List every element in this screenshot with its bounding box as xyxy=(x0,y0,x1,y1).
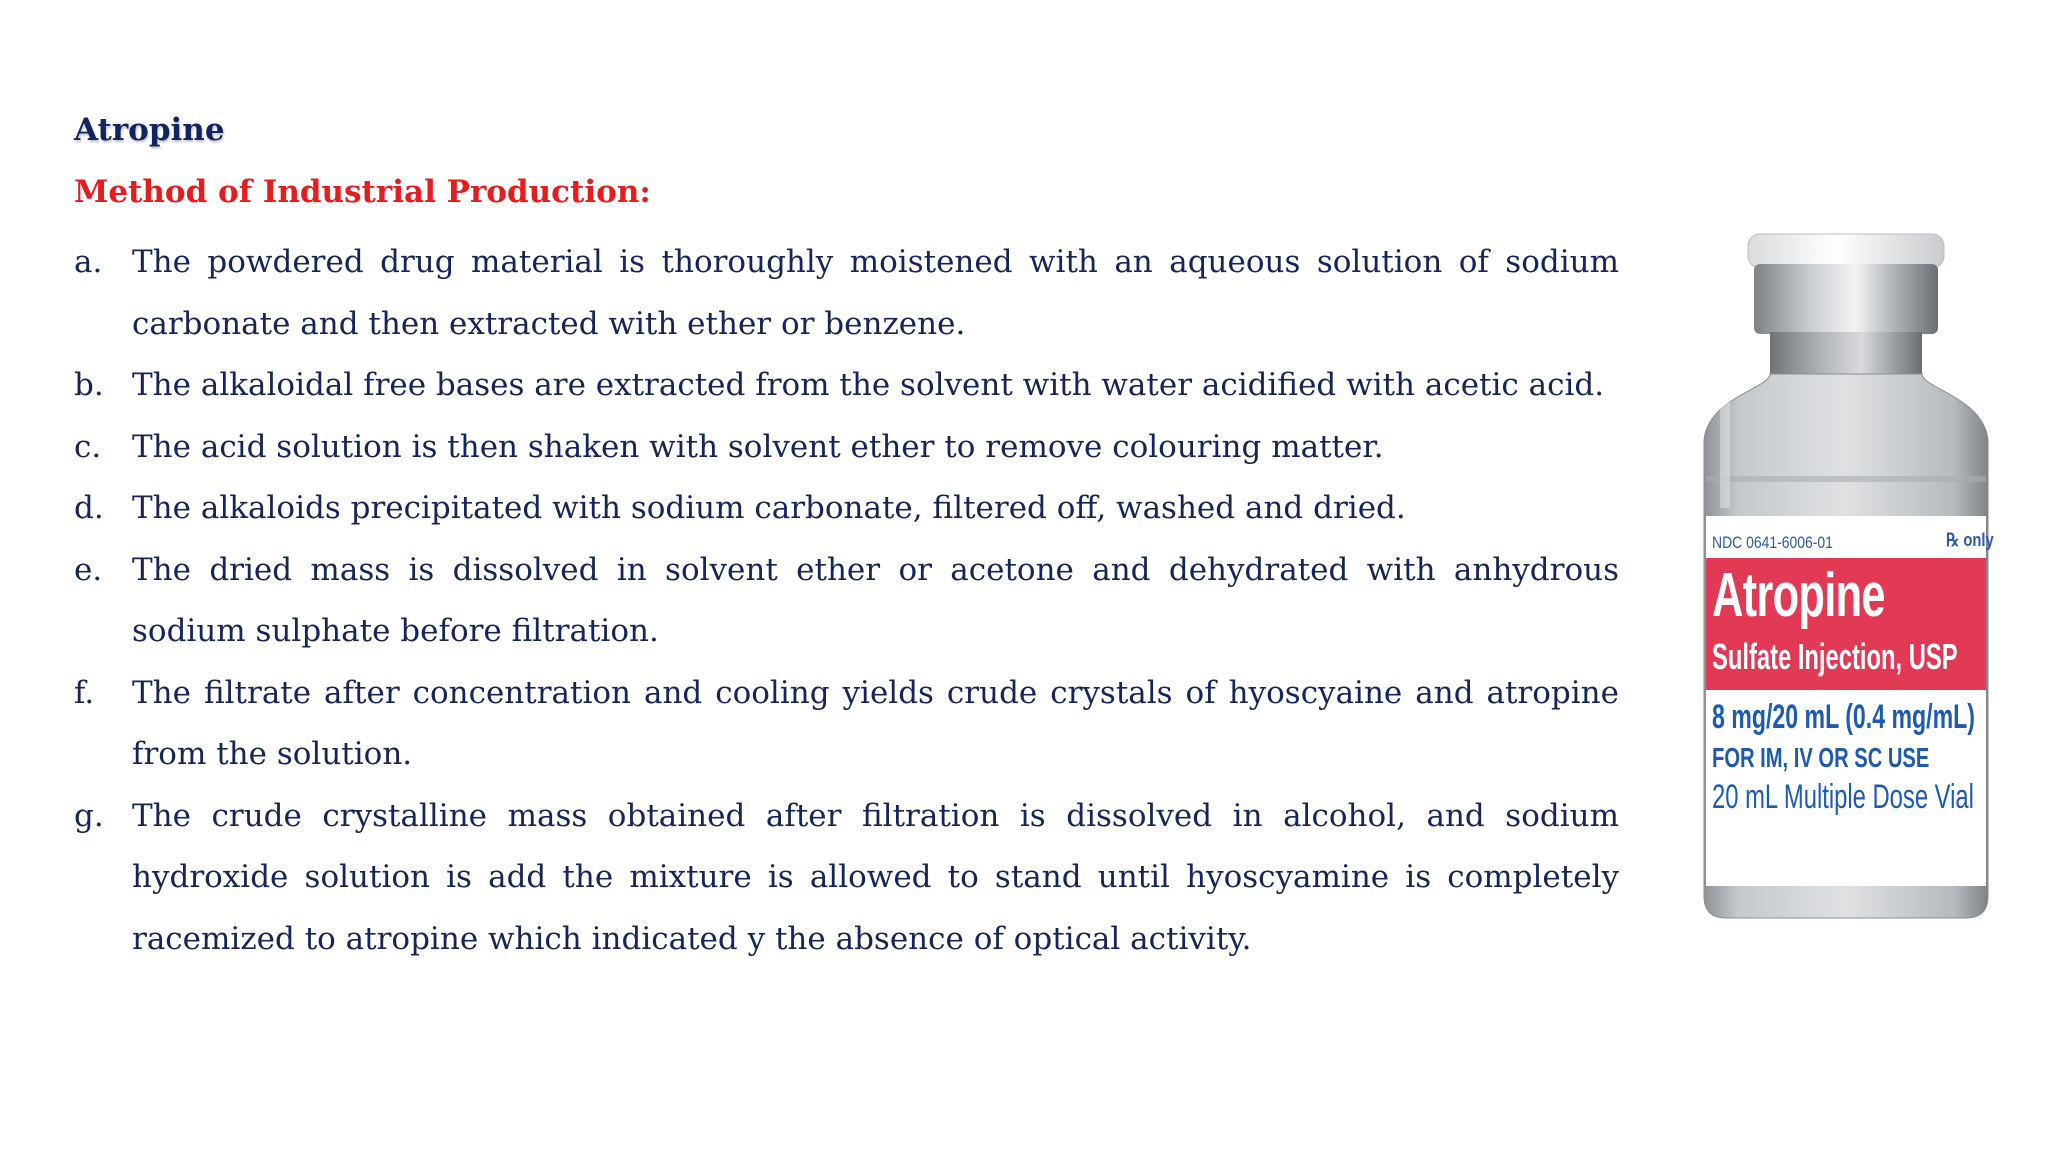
atropine-vial-image xyxy=(1690,228,2020,938)
label-volume: 20 mL Multiple Dose Vial xyxy=(1712,778,1974,816)
step-marker: e. xyxy=(74,551,103,588)
step-text: The powdered drug material is thoroughly moistened with an aqueous solution of sodium carbonate and then extracted with ether or benzene. xyxy=(132,244,1619,342)
step-marker: c. xyxy=(74,428,102,465)
step-d xyxy=(74,478,1619,540)
label-product: Sulfate Injection, USP xyxy=(1712,636,1958,677)
production-steps-list xyxy=(74,232,1619,970)
step-marker: f. xyxy=(74,674,95,711)
step-text: The filtrate after concentration and cooling yields crude crystals of hyoscyaine and atropine from the solution. xyxy=(132,674,1619,772)
label-ndc: NDC 0641-6006-01 xyxy=(1712,533,1833,552)
step-text: The crude crystalline mass obtained after filtration is dissolved in alcohol, and sodium hydroxide solution is add the mixture is allowed to stand until hyoscyamine is completely racemized to atropine which indicated y the absence of optical activity. xyxy=(132,797,1619,957)
step-marker: a. xyxy=(74,244,103,280)
step-text: The acid solution is then shaken with solvent ether to remove colouring matter. xyxy=(132,428,1384,465)
step-c xyxy=(74,417,1619,479)
step-e xyxy=(74,540,1619,663)
label-brand: Atropine xyxy=(1712,561,1885,630)
slide-title: Atropine xyxy=(74,112,225,148)
step-a xyxy=(74,232,1619,355)
step-marker: d. xyxy=(74,490,104,526)
step-marker: b. xyxy=(74,367,104,403)
step-marker: g. xyxy=(74,797,104,834)
step-text: The alkaloids precipitated with sodium carbonate, filtered off, washed and dried. xyxy=(132,490,1406,526)
step-b xyxy=(74,355,1619,417)
slide-subtitle: Method of Industrial Production: xyxy=(74,174,651,210)
label-rx-only: ℞ only xyxy=(1946,530,1994,550)
step-text: The dried mass is dissolved in solvent ether or acetone and dehydrated with anhydrous sodium sulphate before filtration. xyxy=(132,551,1619,649)
label-route: FOR IM, IV OR SC USE xyxy=(1712,742,1930,773)
step-text: The alkaloidal free bases are extracted from the solvent with water acidified with acetic acid. xyxy=(132,367,1605,403)
label-dose: 8 mg/20 mL (0.4 mg/mL) xyxy=(1712,698,1975,736)
step-f xyxy=(74,663,1619,786)
step-g xyxy=(74,786,1619,971)
